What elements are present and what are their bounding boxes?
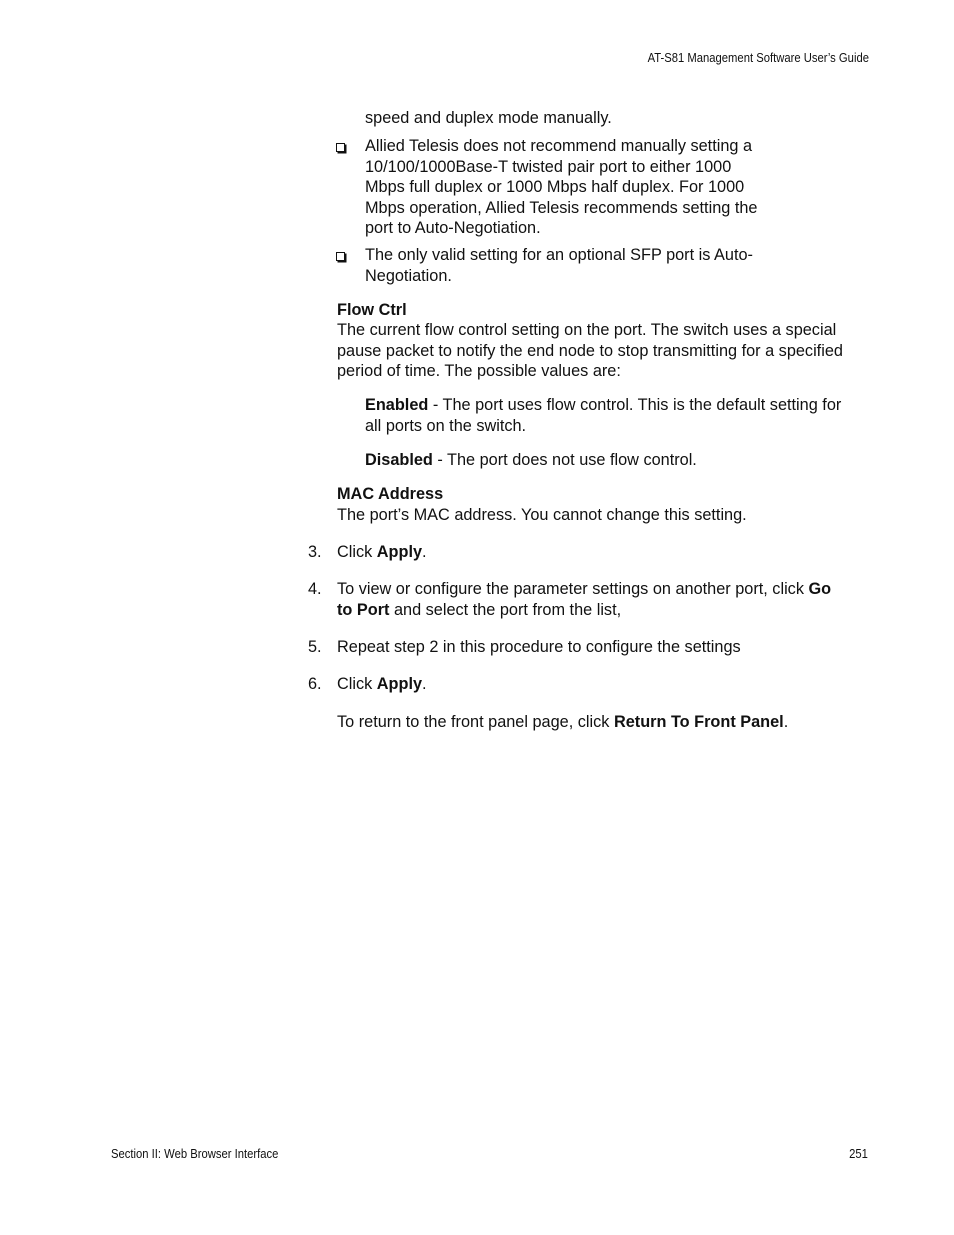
step-number: 3. — [308, 543, 322, 561]
mac-address-heading: MAC Address — [337, 485, 444, 503]
enabled-description-cont: all ports on the switch. — [365, 416, 527, 435]
mac-address-description: The port’s MAC address. You cannot change this setting. — [337, 506, 747, 524]
bullet-item-1 — [365, 136, 757, 239]
note-text: . — [783, 713, 789, 731]
step-5: Repeat step 2 in this procedure to configure the settings — [337, 638, 741, 656]
bullet-line: port to Auto-Negotiation. — [365, 219, 541, 237]
description-line: The current flow control setting on the port. The switch uses a special — [337, 321, 837, 339]
disabled-term: Disabled — [365, 451, 433, 469]
footer-section: Section II: Web Browser Interface — [111, 1147, 279, 1161]
checkbox-bullet-icon — [336, 246, 345, 267]
flow-ctrl-enabled — [365, 395, 841, 436]
continuation-text: speed and duplex mode manually. — [365, 109, 612, 127]
note-text: To return to the front panel page, click — [337, 713, 614, 731]
go-to-port-term: to Port — [337, 600, 390, 619]
step-text: Click — [337, 675, 377, 693]
bullet-line: Mbps operation, Allied Telesis recommends setting the — [365, 198, 758, 217]
disabled-description: - The port does not use flow control. — [432, 451, 697, 469]
flow-ctrl-description — [337, 320, 843, 382]
flow-ctrl-disabled — [365, 450, 697, 471]
return-note — [337, 712, 788, 733]
step-text: . — [422, 675, 427, 693]
step-number: 5. — [308, 638, 322, 656]
step-6 — [337, 674, 427, 695]
step-number: 4. — [308, 580, 322, 598]
bullet-line: Negotiation. — [365, 266, 452, 285]
apply-term: Apply — [376, 675, 423, 693]
description-line: period of time. The possible values are: — [337, 362, 621, 380]
running-header: AT-S81 Management Software User’s Guide — [647, 51, 869, 65]
step-text: To view or configure the parameter settings on another port, click — [337, 580, 809, 598]
bullet-line: 10/100/1000Base-T twisted pair port to either 1000 — [365, 157, 732, 176]
step-number: 6. — [308, 675, 322, 693]
enabled-term: Enabled — [365, 396, 429, 414]
checkbox-bullet-icon — [336, 137, 345, 158]
flow-ctrl-heading: Flow Ctrl — [337, 301, 407, 319]
description-line: pause packet to notify the end node to stop transmitting for a specified — [337, 341, 843, 360]
enabled-description: - The port uses flow control. This is the default setting for — [428, 396, 842, 414]
go-to-port-term: Go — [808, 580, 832, 598]
step-3 — [337, 542, 427, 563]
bullet-line: Allied Telesis does not recommend manually setting a — [365, 137, 753, 155]
bullet-line: The only valid setting for an optional SFP port is Auto- — [365, 246, 753, 264]
step-text: Click — [337, 543, 377, 561]
step-text: . — [422, 543, 427, 561]
return-to-front-panel-term: Return To Front Panel — [613, 713, 784, 731]
page-number: 251 — [849, 1147, 868, 1161]
step-text: and select the port from the list, — [389, 600, 622, 619]
bullet-item-2 — [365, 245, 753, 286]
step-4 — [337, 579, 831, 620]
bullet-line: Mbps full duplex or 1000 Mbps half duplex. For 1000 — [365, 178, 745, 196]
apply-term: Apply — [376, 543, 423, 561]
